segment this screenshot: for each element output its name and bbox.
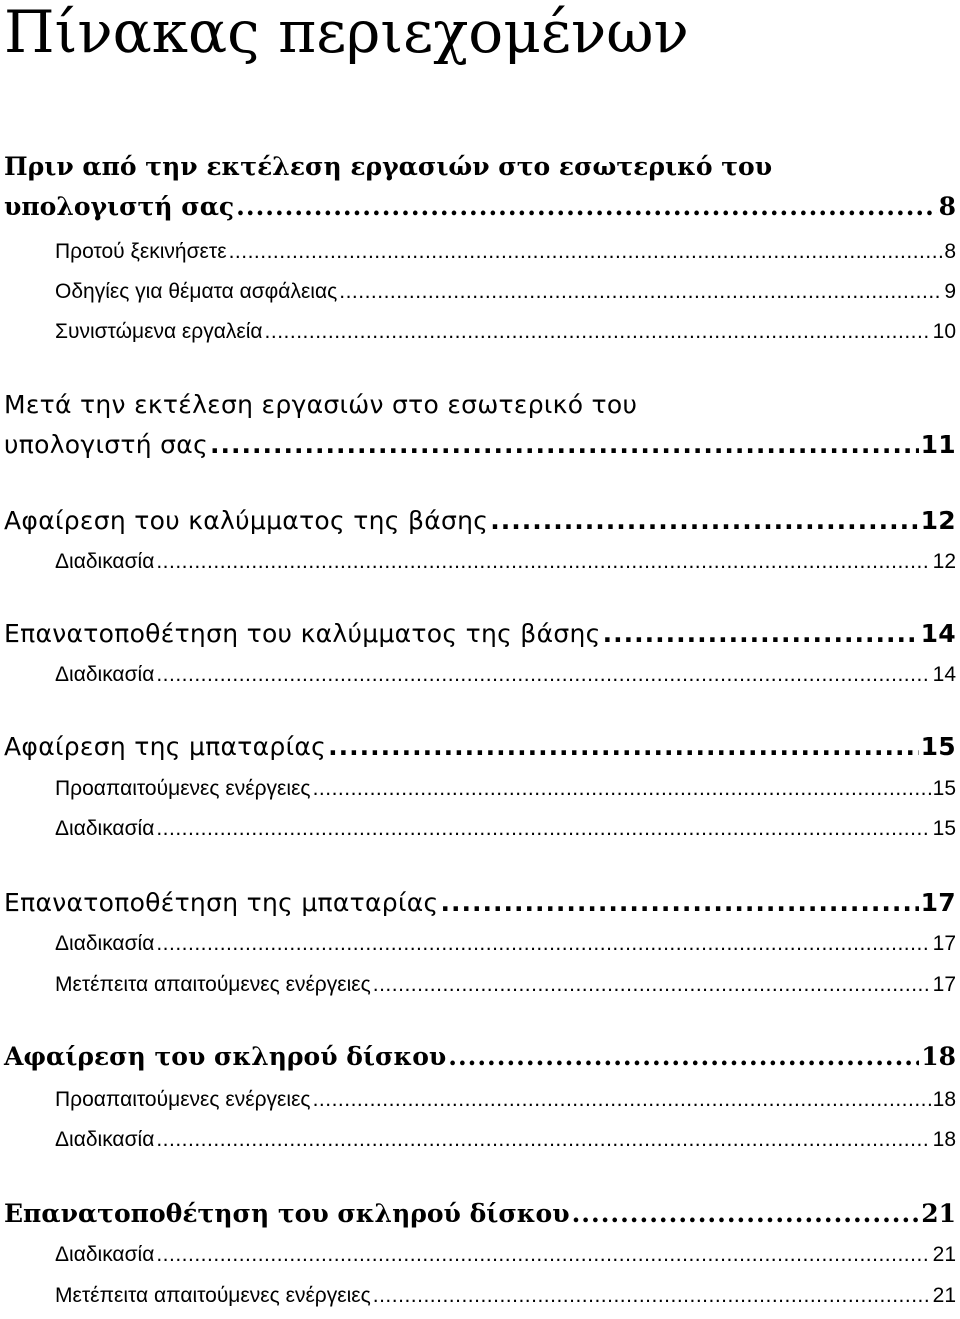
page-number: 18 bbox=[932, 1128, 956, 1151]
toc-item[interactable] bbox=[55, 663, 956, 691]
toc-item-label: Μετέπειτα απαιτούμενες ενέργειες bbox=[55, 1284, 371, 1307]
dot-leader bbox=[236, 192, 936, 221]
dot-leader bbox=[603, 619, 919, 648]
dot-leader bbox=[448, 1042, 919, 1071]
toc-item[interactable] bbox=[55, 1088, 956, 1116]
dot-leader bbox=[229, 240, 943, 264]
toc-item-label: Διαδικασία bbox=[55, 932, 155, 955]
toc-item-label: Συνιστώμενα εργαλεία bbox=[55, 320, 263, 343]
page-title: Πίνακας περιεχομένων bbox=[4, 0, 689, 66]
toc-item[interactable] bbox=[55, 1243, 956, 1271]
page-number: 17 bbox=[932, 932, 956, 955]
toc-section-entry[interactable] bbox=[4, 732, 956, 768]
page-number: 15 bbox=[932, 777, 956, 800]
dot-leader bbox=[156, 1243, 930, 1267]
toc-item[interactable] bbox=[55, 777, 956, 805]
toc-item-label: Διαδικασία bbox=[55, 550, 155, 573]
toc-item-label: Οδηγίες για θέματα ασφάλειας bbox=[55, 280, 338, 303]
toc-item[interactable] bbox=[55, 1128, 956, 1156]
page-number: 15 bbox=[920, 732, 956, 761]
page-number: 8 bbox=[938, 192, 956, 221]
page-number: 17 bbox=[932, 973, 956, 996]
dot-leader bbox=[265, 320, 931, 344]
toc-section-heading-line2: υπολογιστή σας bbox=[4, 430, 209, 459]
dot-leader bbox=[373, 1284, 931, 1308]
dot-leader bbox=[313, 777, 931, 801]
page-number: 11 bbox=[920, 430, 956, 459]
dot-leader bbox=[328, 732, 918, 761]
page-number: 21 bbox=[932, 1284, 956, 1307]
toc-section-entry[interactable] bbox=[4, 1042, 956, 1078]
toc-section-heading-line2: υπολογιστή σας bbox=[4, 192, 235, 221]
page-number: 21 bbox=[932, 1243, 956, 1266]
page-number: 14 bbox=[920, 619, 956, 648]
toc-section-heading: Επανατοποθέτηση του σκληρού δίσκου bbox=[4, 1199, 570, 1228]
dot-leader bbox=[440, 888, 918, 917]
dot-leader bbox=[156, 1128, 930, 1152]
page-number: 21 bbox=[921, 1199, 956, 1228]
toc-item-label: Διαδικασία bbox=[55, 1128, 155, 1151]
toc-section-entry[interactable] bbox=[4, 888, 956, 924]
dot-leader bbox=[490, 506, 918, 535]
page-number: 10 bbox=[932, 320, 956, 343]
toc-item[interactable] bbox=[55, 320, 956, 348]
toc-item-label: Προαπαιτούμενες ενέργειες bbox=[55, 777, 311, 800]
toc-section-entry[interactable] bbox=[4, 506, 956, 542]
toc-section-entry[interactable] bbox=[4, 430, 956, 466]
dot-leader bbox=[156, 932, 930, 956]
toc-item-label: Διαδικασία bbox=[55, 817, 155, 840]
toc-item[interactable] bbox=[55, 240, 956, 268]
dot-leader bbox=[156, 817, 930, 841]
toc-section-heading: Επανατοποθέτηση του καλύμματος της βάσης bbox=[4, 619, 601, 648]
page-number: 12 bbox=[920, 506, 956, 535]
page-number: 14 bbox=[932, 663, 956, 686]
toc-item[interactable] bbox=[55, 550, 956, 578]
page-number: 18 bbox=[932, 1088, 956, 1111]
dot-leader bbox=[313, 1088, 931, 1112]
page-number: 17 bbox=[920, 888, 956, 917]
toc-section-heading-line1[interactable]: Πριν από την εκτέλεση εργασιών στο εσωτερικό του bbox=[4, 152, 773, 181]
toc-item[interactable] bbox=[55, 280, 956, 308]
page-number: 12 bbox=[932, 550, 956, 573]
toc-section-entry[interactable] bbox=[4, 192, 956, 228]
page-number: 8 bbox=[944, 240, 956, 263]
toc-item-label: Προτού ξεκινήσετε bbox=[55, 240, 227, 263]
toc-item-label: Προαπαιτούμενες ενέργειες bbox=[55, 1088, 311, 1111]
toc-item-label: Διαδικασία bbox=[55, 663, 155, 686]
dot-leader bbox=[572, 1199, 920, 1228]
page-number: 9 bbox=[944, 280, 956, 303]
page-number: 18 bbox=[921, 1042, 956, 1071]
toc-section-heading: Αφαίρεση του σκληρού δίσκου bbox=[4, 1042, 447, 1071]
toc-item[interactable] bbox=[55, 1284, 956, 1312]
toc-item[interactable] bbox=[55, 932, 956, 960]
dot-leader bbox=[156, 550, 930, 574]
toc-section-entry[interactable] bbox=[4, 619, 956, 655]
toc-section-heading: Επανατοποθέτηση της μπαταρίας bbox=[4, 888, 439, 917]
toc-item-label: Διαδικασία bbox=[55, 1243, 155, 1266]
toc-item-label: Μετέπειτα απαιτούμενες ενέργειες bbox=[55, 973, 371, 996]
toc-section-heading: Αφαίρεση της μπαταρίας bbox=[4, 732, 327, 761]
toc-section-heading-line1[interactable]: Μετά την εκτέλεση εργασιών στο εσωτερικό του bbox=[4, 390, 638, 419]
dot-leader bbox=[339, 280, 942, 304]
dot-leader bbox=[156, 663, 930, 687]
toc-section-entry[interactable] bbox=[4, 1199, 956, 1235]
page-number: 15 bbox=[932, 817, 956, 840]
toc-item[interactable] bbox=[55, 973, 956, 1001]
dot-leader bbox=[210, 430, 919, 459]
toc-item[interactable] bbox=[55, 817, 956, 845]
toc-section-heading: Αφαίρεση του καλύμματος της βάσης bbox=[4, 506, 489, 535]
dot-leader bbox=[373, 973, 931, 997]
